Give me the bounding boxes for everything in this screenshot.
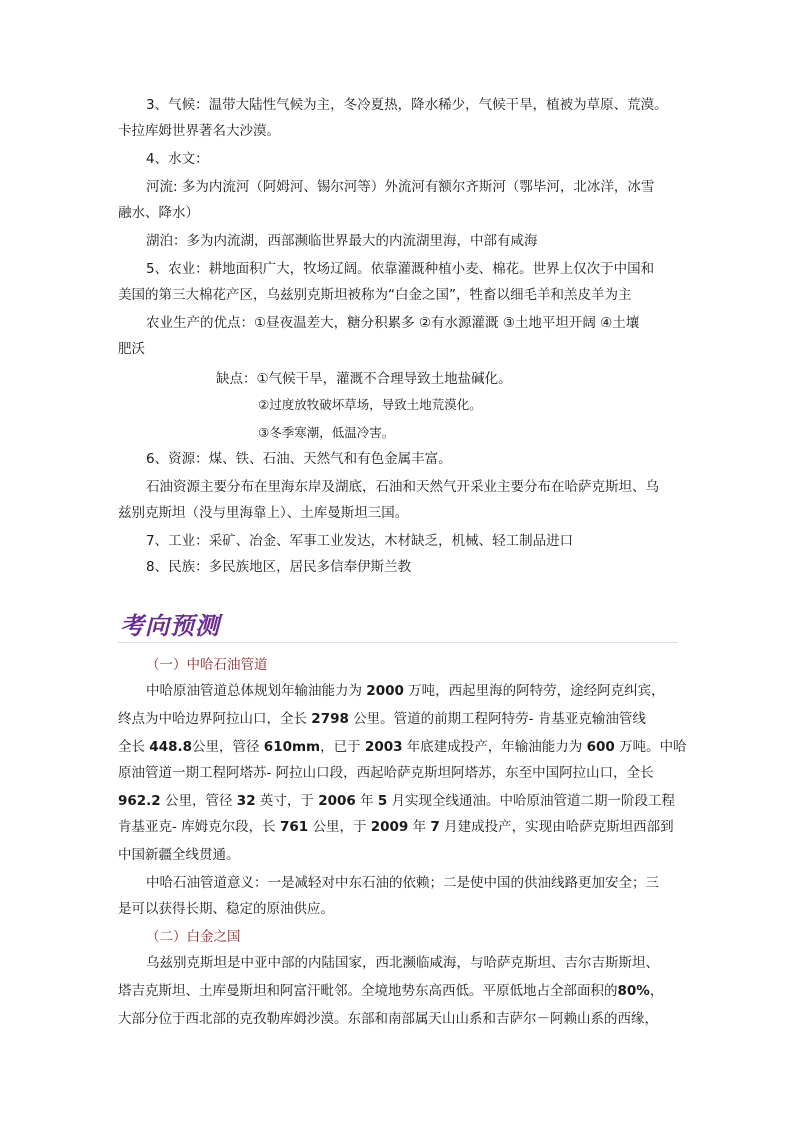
pipeline-line-6: 肯基亚克- 库姆克尔段，长 761 公里，于 2009 年 7 月建成投产，实现由哈萨克斯坦西部到 (118, 819, 674, 835)
resources-line: 6、资源：煤、铁、石油、天然气和有色金属丰富。 (146, 451, 452, 467)
pipeline-line-4: 原油管道一期工程阿塔苏- 阿拉山口段，西起哈萨克斯坦阿塔苏，东至中国阿拉山口，全长 (118, 765, 654, 781)
ethnic-line: 8、民族：多民族地区，居民多信奉伊斯兰教 (146, 559, 412, 575)
oil-line: 石油资源主要分布在里海东岸及湖底，石油和天然气开采业主要分布在哈萨克斯坦、乌 (146, 479, 659, 495)
heading-divider (118, 642, 678, 643)
pipeline-line-1: 中哈原油管道总体规划年输油能力为 2000 万吨，西起里海的阿特劳，途经阿克纠宾， (146, 683, 665, 699)
disadvantage-2: ②过度放牧破坏草场，导致土地荒漠化。 (258, 397, 482, 412)
pipeline-line-7: 中国新疆全线贯通。 (118, 847, 240, 863)
platinum-title: （二）白金之国 (146, 929, 241, 945)
advantages-line: 农业生产的优点：①昼夜温差大，糖分积累多 ②有水源灌溉 ③土地平坦开阔 ④土壤 (146, 315, 640, 331)
disadvantage-1: 缺点：①气候干旱，灌溉不合理导致土地盐碱化。 (216, 371, 512, 387)
agriculture-line: 5、农业：耕地面积广大，牧场辽阔。依靠灌溉种植小麦、棉花。世界上仅次于中国和 (146, 261, 655, 277)
pipeline-line-2: 终点为中哈边界阿拉山口，全长 2798 公里。管道的前期工程阿特劳- 肯基亚克输油管线 (118, 711, 646, 727)
advantages-line-cont: 肥沃 (118, 341, 145, 357)
industry-line: 7、工业：采矿、冶金、军事工业发达，木材缺乏，机械、轻工制品进口 (146, 533, 574, 549)
platinum-line-1: 乌兹别克斯坦是中亚中部的内陆国家，西北濒临咸海，与哈萨克斯坦、吉尔吉斯斯坦、 (146, 955, 659, 971)
climate-line: 3、气候：温带大陆性气候为主，冬冷夏热，降水稀少，气候干旱，植被为草原、荒漠。 (146, 97, 668, 113)
rivers-line: 河流: 多为内流河（阿姆河、锡尔河等）外流河有额尔齐斯河（鄂毕河，北冰洋，冰雪 (146, 179, 655, 195)
forecast-heading: 考向预测 (120, 611, 220, 640)
pipeline-significance: 中哈石油管道意义：一是减轻对中东石油的依赖；二是使中国的供油线路更加安全；三 (146, 875, 659, 891)
agriculture-line-cont: 美国的第三大棉花产区，乌兹别克斯坦被称为“白金之国”，牲畜以细毛羊和羔皮羊为主 (118, 287, 632, 303)
climate-line-cont: 卡拉库姆世界著名大沙漠。 (118, 123, 280, 139)
lakes-line: 湖泊：多为内流湖，西部濒临世界最大的内流湖里海，中部有咸海 (146, 233, 538, 249)
hydrology-title: 4、水文： (146, 151, 209, 167)
oil-line-cont: 兹别克斯坦（没与里海靠上）、土库曼斯坦三国。 (118, 505, 409, 521)
pipeline-title: （一）中哈石油管道 (146, 657, 268, 673)
platinum-line-2: 塔吉克斯坦、土库曼斯坦和阿富汗毗邻。全境地势东高西低。平原低地占全部面积的80%， (118, 983, 664, 999)
pipeline-line-5: 962.2 公里，管径 32 英寸，于 2006 年 5 月实现全线通油。中哈原油管道二期一阶段工程 (118, 793, 676, 809)
pipeline-significance-cont: 是可以获得长期、稳定的原油供应。 (118, 901, 334, 917)
rivers-line-cont: 融水、降水） (118, 205, 199, 221)
pipeline-line-3: 全长 448.8公里，管径 610mm，已于 2003 年底建成投产，年输油能力为 600 万吨。中哈 (118, 739, 687, 755)
disadvantage-3: ③冬季寒潮，低温冷害。 (258, 425, 395, 440)
platinum-line-3: 大部分位于西北部的克孜勒库姆沙漠。东部和南部属天山山系和吉萨尔－阿赖山系的西缘， (118, 1011, 658, 1027)
